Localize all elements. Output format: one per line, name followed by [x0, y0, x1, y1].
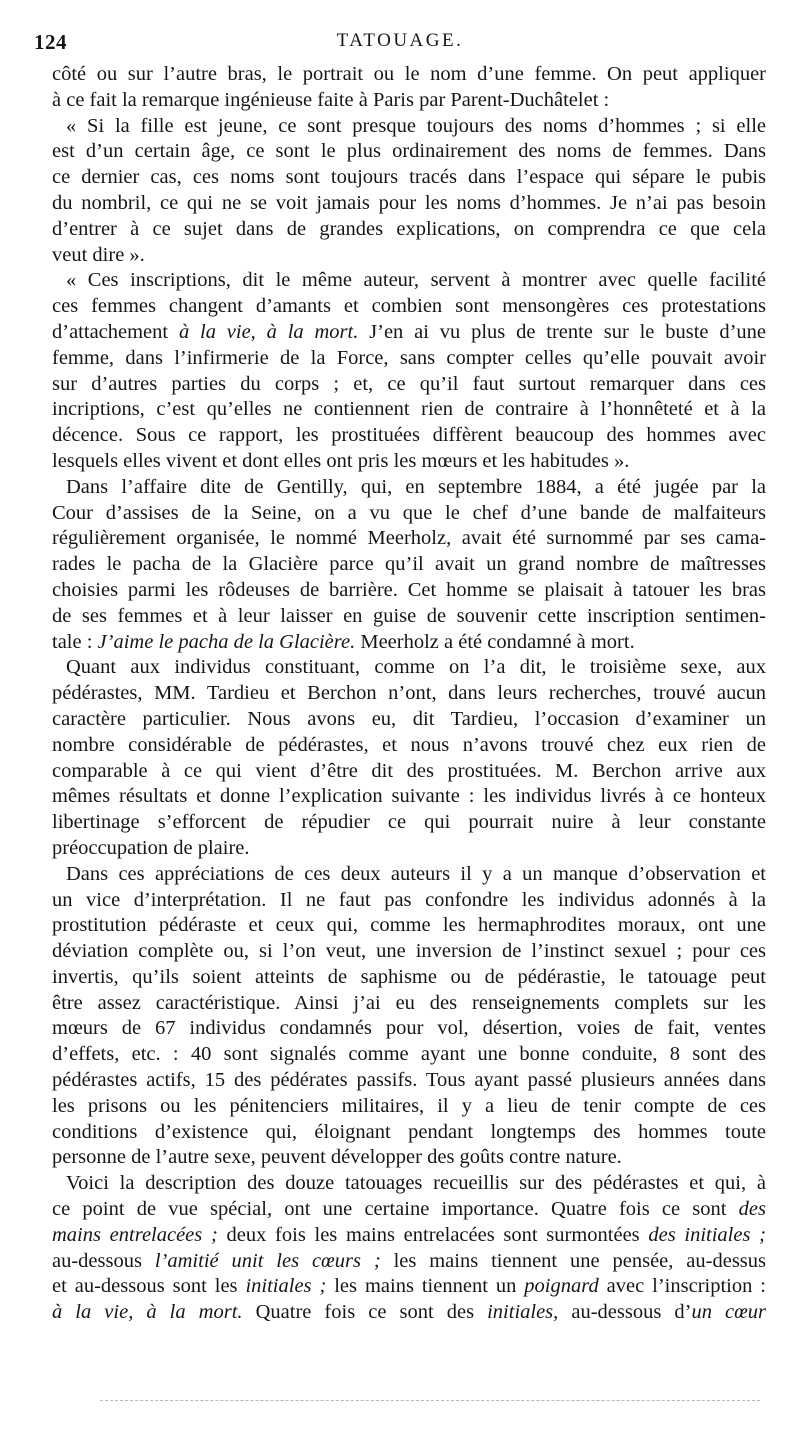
- text-line: [52, 397, 766, 423]
- text-line: [52, 88, 766, 114]
- text-line: [52, 888, 766, 914]
- text-run: ce point de vue spécial, ont une certaine importance. Quatre fois ce sont: [52, 1198, 739, 1221]
- text-line: [52, 913, 766, 939]
- text-run: pédérastes, MM. Tardieu et Berchon n’ont, dans leurs recherches, trouvé aucun: [52, 682, 766, 705]
- text-run: au-dessous d’: [558, 1301, 692, 1324]
- text-run: est d’un certain âge, ce sont le plus ordinairement des noms de femmes. Dans: [52, 140, 766, 163]
- text-run: régulièrement organisée, le nommé Meerholz, avait été surnommé par ses cama-: [52, 527, 766, 550]
- text-line: [52, 1249, 766, 1275]
- text-line: [52, 604, 766, 630]
- text-line: [52, 1223, 766, 1249]
- text-line: [52, 1016, 766, 1042]
- text-run: J’en ai vu plus de trente sur le buste d’une: [358, 320, 766, 343]
- text-run: Dans l’affaire dite de Gentilly, qui, en septembre 1884, a été jugée par la: [66, 475, 766, 498]
- text-run: tale :: [52, 630, 98, 653]
- text-run: décence. Sous ce rapport, les prostituées diffèrent beaucoup des hommes avec: [52, 424, 766, 447]
- text-line: [52, 836, 766, 862]
- text-run: un vice d’interprétation. Il ne faut pas confondre les individus adonnés à la: [52, 888, 766, 911]
- text-run: mœurs de 67 individus condamnés pour vol, désertion, voies de fait, ventes: [52, 1017, 766, 1040]
- text-line: [52, 784, 766, 810]
- running-title: TATOUAGE.: [336, 30, 464, 51]
- bottom-rule: [100, 1400, 760, 1401]
- text-run: libertinage s’efforcent de répudier ce qui pourrait nuire à leur constante: [52, 811, 766, 834]
- text-line: [52, 449, 766, 475]
- body-text: [52, 62, 766, 1326]
- text-run: être assez caractéristique. Ainsi j’ai eu des renseignements complets sur les: [52, 991, 766, 1014]
- text-run: ce dernier cas, ces noms sont toujours tracés dans l’espace qui sépare le pubis: [52, 166, 766, 189]
- text-run: les mains tiennent un: [326, 1275, 525, 1298]
- text-line: [52, 1145, 766, 1171]
- text-run: d’effets, etc. : 40 sont signalés comme ayant une bonne conduite, 8 sont des: [52, 1043, 766, 1066]
- text-line: [52, 1171, 766, 1197]
- text-run: d’attachement: [52, 320, 179, 343]
- text-line: [52, 165, 766, 191]
- text-line: [52, 217, 766, 243]
- text-run: personne de l’autre sexe, peuvent développer des goûts contre nature.: [52, 1146, 622, 1169]
- text-line: [52, 294, 766, 320]
- text-run: déviation complète ou, si l’on veut, une inversion de l’instinct sexuel ; pour ces: [52, 940, 766, 963]
- text-line: [52, 939, 766, 965]
- text-line: [52, 681, 766, 707]
- text-run: du nombril, ce qui ne se voit jamais pour les noms d’hommes. Je n’ai pas besoin: [52, 191, 766, 214]
- text-line: [52, 862, 766, 888]
- text-line: [52, 810, 766, 836]
- text-run: Quatre fois ce sont des: [242, 1301, 488, 1324]
- text-line: [52, 552, 766, 578]
- italic-text: des initiales ;: [648, 1223, 766, 1246]
- text-line: [52, 1300, 766, 1326]
- italic-text: initiales ;: [245, 1275, 327, 1298]
- text-run: veut dire ».: [52, 243, 145, 266]
- text-run: ces femmes changent d’amants et combien sont mensongères ces protestations: [52, 295, 766, 318]
- text-run: Dans ces appréciations de ces deux auteurs il y a un manque d’observation et: [66, 862, 766, 885]
- text-run: pédérastes actifs, 15 des pédérates passifs. Tous ayant passé plusieurs années dans: [52, 1069, 766, 1092]
- text-run: Voici la description des douze tatouages recueillis sur des pédérastes et qui, à: [66, 1172, 766, 1195]
- text-line: [52, 320, 766, 346]
- text-run: conditions d’existence qui, éloignant pendant longtemps des hommes toute: [52, 1120, 766, 1143]
- text-line: [52, 707, 766, 733]
- text-run: d’entrer à ce sujet dans de grandes explications, on comprendra ce que cela: [52, 217, 766, 240]
- text-run: de ses femmes et à leur laisser en guise de souvenir cette inscription sentimen-: [52, 604, 766, 627]
- text-line: [52, 114, 766, 140]
- text-line: [52, 475, 766, 501]
- text-line: [52, 191, 766, 217]
- text-run: côté ou sur l’autre bras, le portrait ou le nom d’une femme. On peut appliquer: [52, 63, 766, 85]
- italic-text: à la vie, à la mort.: [178, 320, 359, 343]
- text-line: [52, 733, 766, 759]
- text-run: incriptions, c’est qu’elles ne contiennent rien de contraire à l’honnêteté et à la: [52, 398, 766, 421]
- text-line: [52, 139, 766, 165]
- text-run: mêmes résultats et donne l’explication suivante : les individus livrés à ce honteux: [52, 785, 766, 808]
- text-line: [52, 991, 766, 1017]
- text-run: « Si la fille est jeune, ce sont presque toujours des noms d’hommes ; si elle: [66, 114, 766, 137]
- text-run: Quant aux individus constituant, comme on l’a dit, le troisième sexe, aux: [66, 656, 766, 679]
- text-run: nombre considérable de pédérastes, et nous n’avons trouvé chez eux rien de: [52, 733, 766, 756]
- italic-text: un cœur: [691, 1301, 766, 1324]
- italic-text: des: [738, 1198, 766, 1221]
- text-run: deux fois les mains entrelacées sont surmontées: [217, 1223, 649, 1246]
- text-run: prostitution pédéraste et ceux qui, comme les hermaphrodites moraux, ont une: [52, 914, 766, 937]
- italic-text: l’amitié unit les cœurs ;: [154, 1249, 381, 1272]
- text-run: caractère particulier. Nous avons eu, dit Tardieu, l’occasion d’examiner un: [52, 707, 766, 730]
- italic-text: poignard: [524, 1275, 599, 1298]
- text-line: [52, 578, 766, 604]
- text-line: [52, 965, 766, 991]
- page-number: 124: [34, 30, 67, 54]
- italic-text: J’aime le pacha de la Glacière.: [97, 630, 356, 653]
- text-line: [52, 268, 766, 294]
- text-line: [52, 1274, 766, 1300]
- text-line: [52, 423, 766, 449]
- text-line: [52, 243, 766, 269]
- text-line: [52, 372, 766, 398]
- text-line: [52, 1068, 766, 1094]
- text-run: au-dessous: [52, 1249, 155, 1272]
- text-run: sur d’autres parties du corps ; et, ce qu’il faut surtout remarquer dans ces: [52, 372, 766, 395]
- text-line: [52, 501, 766, 527]
- text-run: Cour d’assises de la Seine, on a vu que le chef d’une bande de malfaiteurs: [52, 501, 766, 524]
- text-run: à ce fait la remarque ingénieuse faite à Paris par Parent-Duchâtelet :: [52, 88, 610, 111]
- text-line: [52, 526, 766, 552]
- text-run: les mains tiennent une pensée, au-dessus: [380, 1249, 766, 1272]
- text-run: femme, dans l’infirmerie de la Force, sans compter celles qu’elle pouvait avoir: [52, 346, 766, 369]
- text-run: lesquels elles vivent et dont elles ont pris les mœurs et les habitudes ».: [52, 449, 630, 472]
- text-run: avec l’inscription :: [598, 1275, 766, 1298]
- italic-text: initiales,: [487, 1301, 559, 1324]
- text-line: [52, 1197, 766, 1223]
- text-run: comparable à ce qui vient d’être dit des prostituées. M. Berchon arrive aux: [52, 759, 766, 782]
- text-run: préoccupation de plaire.: [52, 836, 250, 859]
- text-line: [52, 759, 766, 785]
- text-run: « Ces inscriptions, dit le même auteur, servent à montrer avec quelle facilité: [66, 269, 766, 292]
- text-line: [52, 1120, 766, 1146]
- italic-text: à la vie, à la mort.: [52, 1301, 243, 1324]
- text-line: [52, 655, 766, 681]
- italic-text: mains entrelacées ;: [52, 1223, 218, 1246]
- text-line: [52, 62, 766, 88]
- text-line: [52, 1094, 766, 1120]
- page-header: [34, 30, 766, 56]
- text-run: choisies parmi les rôdeuses de barrière. Cet homme se plaisait à tatouer les bras: [52, 578, 766, 601]
- text-run: et au-dessous sont les: [52, 1275, 246, 1298]
- text-line: [52, 346, 766, 372]
- text-line: [52, 1042, 766, 1068]
- text-run: rades le pacha de la Glacière parce qu’il avait un grand nombre de maîtresses: [52, 553, 766, 576]
- text-run: Meerholz a été condamné à mort.: [355, 630, 635, 653]
- text-line: [52, 630, 766, 656]
- text-run: les prisons ou les pénitenciers militaires, il y a lieu de tenir compte de ces: [52, 1094, 766, 1117]
- text-run: invertis, qu’ils soient atteints de saphisme ou de pédérastie, le tatouage peut: [52, 965, 766, 988]
